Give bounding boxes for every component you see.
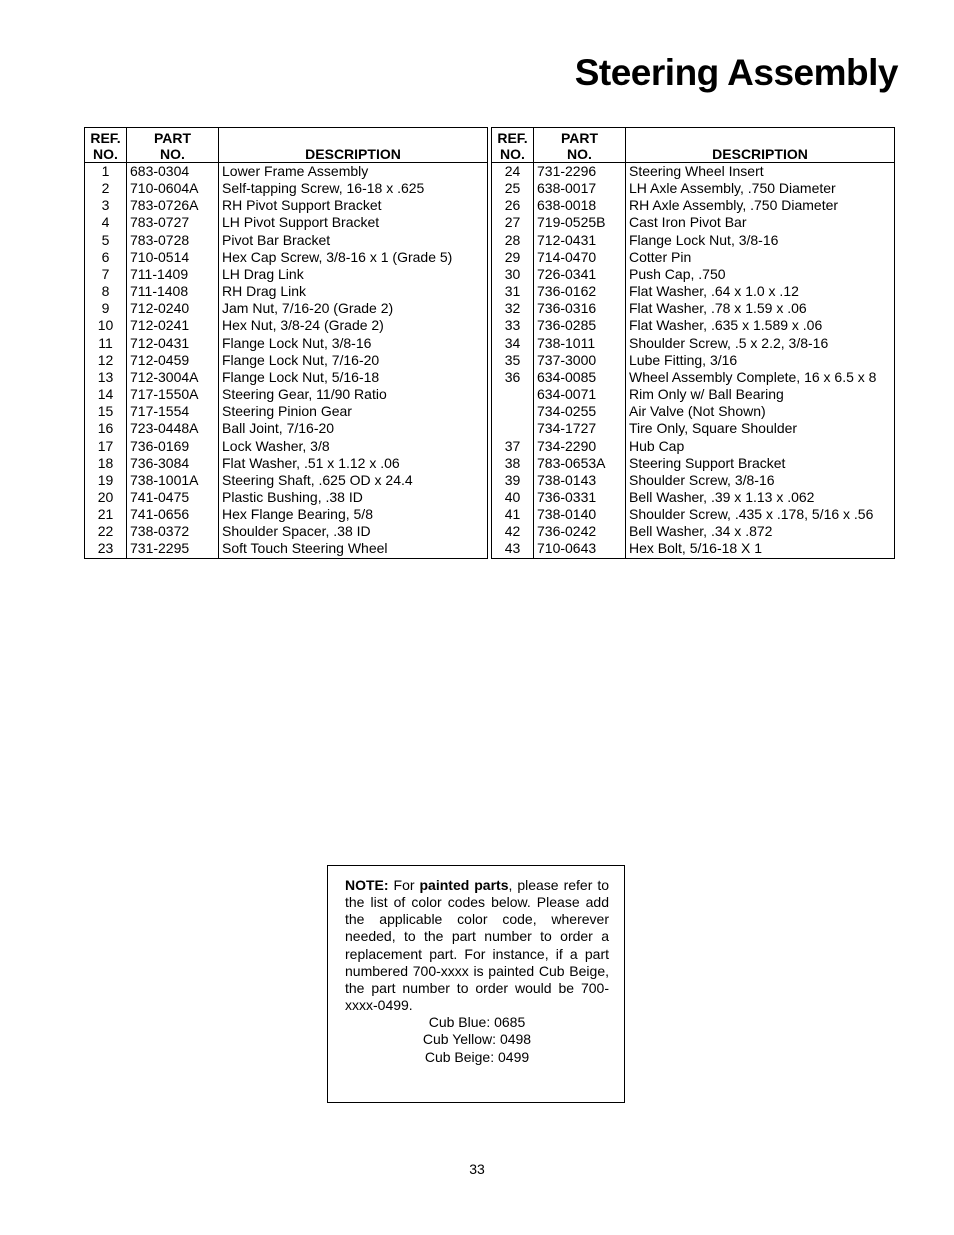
description-cell: Shoulder Screw, .435 x .178, 5/16 x .56 [626, 506, 895, 523]
description-header: DESCRIPTION [219, 128, 488, 163]
description-cell: Cast Iron Pivot Bar [626, 214, 895, 231]
part-no-cell: 726-0341 [534, 266, 626, 283]
part-no-cell: 737-3000 [534, 352, 626, 369]
part-no-cell: 712-0241 [127, 317, 219, 334]
description-cell: LH Axle Assembly, .750 Diameter [626, 180, 895, 197]
page-number: 33 [469, 1161, 485, 1177]
description-cell: Lube Fitting, 3/16 [626, 352, 895, 369]
part-no-cell: 710-0643 [534, 540, 626, 558]
description-cell: RH Drag Link [219, 283, 488, 300]
part-no-cell: 783-0728 [127, 232, 219, 249]
part-no-cell: 731-2295 [127, 540, 219, 558]
part-no-cell: 683-0304 [127, 163, 219, 181]
description-cell: Shoulder Screw, .5 x 2.2, 3/8-16 [626, 335, 895, 352]
description-cell: Cotter Pin [626, 249, 895, 266]
table-row [85, 523, 488, 540]
table-row [492, 489, 895, 506]
ref-no-cell: 31 [492, 283, 534, 300]
part-no-cell: 638-0017 [534, 180, 626, 197]
ref-no-header: REF. NO. [492, 128, 534, 163]
table-row [85, 317, 488, 334]
table-row [492, 317, 895, 334]
part-no-cell: 634-0071 [534, 386, 626, 403]
part-no-cell: 734-2290 [534, 438, 626, 455]
ref-no-cell: 40 [492, 489, 534, 506]
ref-no-cell: 19 [85, 472, 127, 489]
part-no-cell: 736-3084 [127, 455, 219, 472]
description-cell: Flange Lock Nut, 7/16-20 [219, 352, 488, 369]
part-no-cell: 719-0525B [534, 214, 626, 231]
ref-no-cell: 37 [492, 438, 534, 455]
description-cell: Steering Gear, 11/90 Ratio [219, 386, 488, 403]
ref-no-cell: 35 [492, 352, 534, 369]
part-no-cell: 783-0726A [127, 197, 219, 214]
ref-no-cell: 22 [85, 523, 127, 540]
ref-no-cell: 33 [492, 317, 534, 334]
table-row [85, 197, 488, 214]
ref-no-cell: 6 [85, 249, 127, 266]
color-code-item: Cub Yellow: 0498 [422, 1031, 532, 1048]
part-no-cell: 638-0018 [534, 197, 626, 214]
ref-no-cell: 3 [85, 197, 127, 214]
part-no-cell: 711-1408 [127, 283, 219, 300]
part-no-cell: 712-3004A [127, 369, 219, 386]
ref-no-cell: 11 [85, 335, 127, 352]
part-no-cell: 736-0169 [127, 438, 219, 455]
part-no-cell: 712-0459 [127, 352, 219, 369]
description-cell: Soft Touch Steering Wheel [219, 540, 488, 558]
part-no-cell: 712-0431 [534, 232, 626, 249]
part-no-cell: 783-0653A [534, 455, 626, 472]
ref-no-cell: 23 [85, 540, 127, 558]
ref-no-header: REF. NO. [85, 128, 127, 163]
ref-no-cell: 18 [85, 455, 127, 472]
table-row [492, 266, 895, 283]
description-cell: Lock Washer, 3/8 [219, 438, 488, 455]
ref-no-cell: 41 [492, 506, 534, 523]
part-no-cell: 634-0085 [534, 369, 626, 386]
ref-no-cell: 9 [85, 300, 127, 317]
table-row [85, 489, 488, 506]
table-row [85, 369, 488, 386]
note-text-2: , please refer to the list of color codes below. Please add the applicable color code, wherever needed, to the part number to order a replacement part. For instance, if a part numbered 700-xxxx is painted Cub Beige, the part number to order would be 700-xxxx-0499. [345, 877, 609, 1014]
ref-no-cell: 12 [85, 352, 127, 369]
table-row [85, 283, 488, 300]
table-row [85, 180, 488, 197]
table-row [85, 249, 488, 266]
description-cell: Bell Washer, .34 x .872 [626, 523, 895, 540]
description-cell: Steering Wheel Insert [626, 163, 895, 181]
description-cell: LH Drag Link [219, 266, 488, 283]
ref-no-cell [492, 420, 534, 437]
ref-no-cell: 28 [492, 232, 534, 249]
description-cell: Flat Washer, .635 x 1.589 x .06 [626, 317, 895, 334]
description-cell: Flat Washer, .51 x 1.12 x .06 [219, 455, 488, 472]
part-no-cell: 741-0656 [127, 506, 219, 523]
ref-no-cell [492, 386, 534, 403]
ref-no-cell: 2 [85, 180, 127, 197]
part-no-cell: 717-1550A [127, 386, 219, 403]
ref-no-cell: 4 [85, 214, 127, 231]
ref-no-cell: 5 [85, 232, 127, 249]
table-row [492, 369, 895, 386]
part-no-cell: 712-0240 [127, 300, 219, 317]
description-cell: Jam Nut, 7/16-20 (Grade 2) [219, 300, 488, 317]
description-cell: Flange Lock Nut, 5/16-18 [219, 369, 488, 386]
ref-no-cell: 29 [492, 249, 534, 266]
table-row [85, 352, 488, 369]
ref-no-cell: 34 [492, 335, 534, 352]
part-no-cell: 738-1001A [127, 472, 219, 489]
table-row [492, 472, 895, 489]
description-cell: Pivot Bar Bracket [219, 232, 488, 249]
description-cell: Hex Bolt, 5/16-18 X 1 [626, 540, 895, 558]
description-cell: Steering Shaft, .625 OD x 24.4 [219, 472, 488, 489]
table-row [492, 249, 895, 266]
description-cell: Ball Joint, 7/16-20 [219, 420, 488, 437]
description-cell: RH Axle Assembly, .750 Diameter [626, 197, 895, 214]
part-no-header: PART NO. [127, 128, 219, 163]
ref-no-cell: 14 [85, 386, 127, 403]
ref-no-cell: 30 [492, 266, 534, 283]
painted-parts-note [327, 865, 625, 1103]
ref-no-cell: 8 [85, 283, 127, 300]
ref-no-cell [492, 403, 534, 420]
ref-no-cell: 43 [492, 540, 534, 558]
description-cell: Steering Pinion Gear [219, 403, 488, 420]
description-cell: Bell Washer, .39 x 1.13 x .062 [626, 489, 895, 506]
table-row [492, 540, 895, 558]
ref-no-cell: 39 [492, 472, 534, 489]
color-code-item: Cub Beige: 0499 [424, 1048, 530, 1065]
description-cell: Hub Cap [626, 438, 895, 455]
table-row [492, 335, 895, 352]
part-no-cell: 738-0143 [534, 472, 626, 489]
table-row [492, 163, 895, 181]
description-cell: Hex Flange Bearing, 5/8 [219, 506, 488, 523]
note-text-1: For [388, 877, 420, 893]
part-no-cell: 736-0162 [534, 283, 626, 300]
note-paragraph [345, 877, 609, 1014]
description-cell: Flange Lock Nut, 3/8-16 [219, 335, 488, 352]
part-no-cell: 736-0316 [534, 300, 626, 317]
ref-no-cell: 20 [85, 489, 127, 506]
description-cell: Plastic Bushing, .38 ID [219, 489, 488, 506]
part-no-cell: 738-0140 [534, 506, 626, 523]
table-row [85, 540, 488, 558]
table-row [85, 403, 488, 420]
table-row [492, 506, 895, 523]
table-row [85, 300, 488, 317]
table-row [85, 266, 488, 283]
part-no-cell: 712-0431 [127, 335, 219, 352]
description-cell: Steering Support Bracket [626, 455, 895, 472]
description-cell: Tire Only, Square Shoulder [626, 420, 895, 437]
ref-no-cell: 27 [492, 214, 534, 231]
table-row [492, 214, 895, 231]
ref-no-cell: 15 [85, 403, 127, 420]
description-cell: RH Pivot Support Bracket [219, 197, 488, 214]
table-row [492, 420, 895, 437]
description-cell: LH Pivot Support Bracket [219, 214, 488, 231]
parts-table-left [84, 127, 488, 559]
ref-no-cell: 16 [85, 420, 127, 437]
table-row [85, 506, 488, 523]
table-row [85, 214, 488, 231]
table-row [492, 197, 895, 214]
ref-no-cell: 26 [492, 197, 534, 214]
table-row [492, 232, 895, 249]
description-cell: Flat Washer, .78 x 1.59 x .06 [626, 300, 895, 317]
table-row [85, 420, 488, 437]
page-title: Steering Assembly [574, 52, 898, 93]
ref-no-cell: 32 [492, 300, 534, 317]
ref-no-cell: 21 [85, 506, 127, 523]
table-row [85, 232, 488, 249]
ref-no-cell: 7 [85, 266, 127, 283]
part-no-cell: 717-1554 [127, 403, 219, 420]
description-cell: Rim Only w/ Ball Bearing [626, 386, 895, 403]
description-cell: Hex Nut, 3/8-24 (Grade 2) [219, 317, 488, 334]
description-cell: Air Valve (Not Shown) [626, 403, 895, 420]
table-row [85, 386, 488, 403]
table-row [492, 352, 895, 369]
description-cell: Push Cap, .750 [626, 266, 895, 283]
note-bold-phrase: painted parts [419, 877, 509, 893]
ref-no-cell: 10 [85, 317, 127, 334]
ref-no-cell: 1 [85, 163, 127, 181]
table-row [85, 438, 488, 455]
part-no-cell: 714-0470 [534, 249, 626, 266]
part-no-cell: 738-0372 [127, 523, 219, 540]
part-no-cell: 736-0242 [534, 523, 626, 540]
ref-no-cell: 13 [85, 369, 127, 386]
ref-no-cell: 42 [492, 523, 534, 540]
table-row [492, 455, 895, 472]
part-no-cell: 710-0514 [127, 249, 219, 266]
part-no-cell: 711-1409 [127, 266, 219, 283]
part-no-cell: 741-0475 [127, 489, 219, 506]
table-row [492, 180, 895, 197]
ref-no-cell: 25 [492, 180, 534, 197]
description-cell: Wheel Assembly Complete, 16 x 6.5 x 8 [626, 369, 895, 386]
table-row [85, 455, 488, 472]
table-row [85, 335, 488, 352]
table-header-row [85, 128, 488, 163]
description-cell: Shoulder Spacer, .38 ID [219, 523, 488, 540]
description-cell: Flange Lock Nut, 3/8-16 [626, 232, 895, 249]
table-header-row [492, 128, 895, 163]
ref-no-cell: 36 [492, 369, 534, 386]
description-cell: Self-tapping Screw, 16-18 x .625 [219, 180, 488, 197]
ref-no-cell: 17 [85, 438, 127, 455]
description-cell: Lower Frame Assembly [219, 163, 488, 181]
part-no-cell: 723-0448A [127, 420, 219, 437]
table-row [492, 300, 895, 317]
part-no-cell: 783-0727 [127, 214, 219, 231]
table-row [492, 438, 895, 455]
description-cell: Hex Cap Screw, 3/8-16 x 1 (Grade 5) [219, 249, 488, 266]
description-header: DESCRIPTION [626, 128, 895, 163]
table-row [85, 163, 488, 181]
parts-table-right [491, 127, 895, 559]
note-label: NOTE: [345, 877, 389, 893]
part-no-cell: 736-0331 [534, 489, 626, 506]
part-no-cell: 710-0604A [127, 180, 219, 197]
table-row [492, 386, 895, 403]
table-row [492, 283, 895, 300]
part-no-header: PART NO. [534, 128, 626, 163]
color-code-list [345, 1014, 609, 1065]
description-cell: Shoulder Screw, 3/8-16 [626, 472, 895, 489]
part-no-cell: 731-2296 [534, 163, 626, 181]
table-row [492, 523, 895, 540]
ref-no-cell: 38 [492, 455, 534, 472]
part-no-cell: 734-1727 [534, 420, 626, 437]
table-row [492, 403, 895, 420]
part-no-cell: 738-1011 [534, 335, 626, 352]
part-no-cell: 736-0285 [534, 317, 626, 334]
table-row [85, 472, 488, 489]
color-code-item: Cub Blue: 0685 [428, 1014, 526, 1031]
ref-no-cell: 24 [492, 163, 534, 181]
description-cell: Flat Washer, .64 x 1.0 x .12 [626, 283, 895, 300]
part-no-cell: 734-0255 [534, 403, 626, 420]
